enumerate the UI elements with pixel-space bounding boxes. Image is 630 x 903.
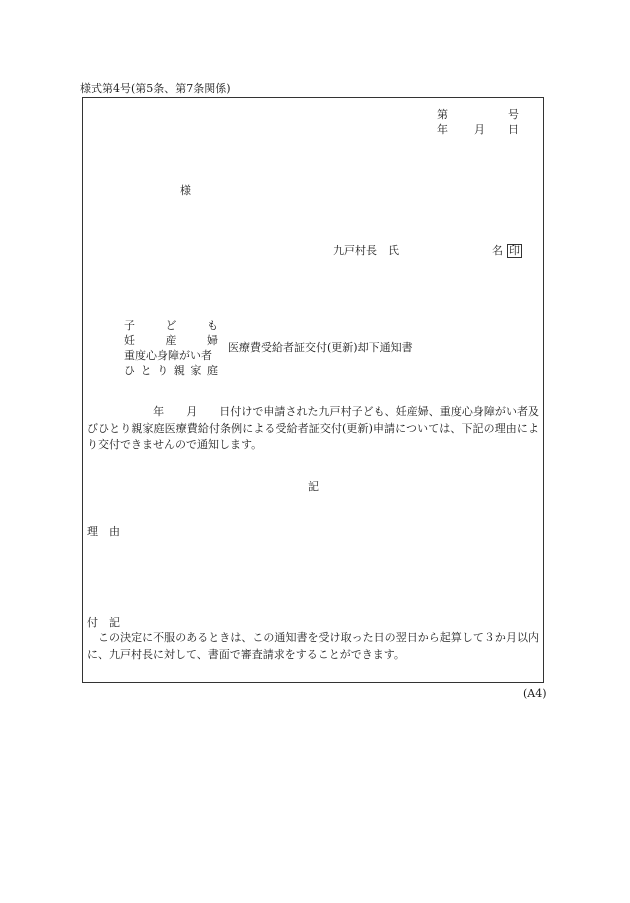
document-frame <box>82 97 544 683</box>
body-paragraph: 年 月 日付けで申請された九戸村子ども、妊産婦、重度心身障がい者及びひとり親家庭医療費給付条例による受給者証交付(更新)申請については、下記の理由により交付できませんので通知します。 <box>87 405 539 451</box>
category-char: り <box>157 364 169 377</box>
category-char: 庭 <box>206 364 218 377</box>
category-list <box>124 318 218 378</box>
paper-size: (A4) <box>523 687 547 700</box>
category-line <box>124 333 218 348</box>
category-char: ど <box>165 319 177 332</box>
category-char: 妊 <box>124 334 135 347</box>
note-label: 付 記 <box>87 616 120 629</box>
seal-mark: 印 <box>509 244 520 257</box>
category-line <box>124 348 218 363</box>
doc-title: 医療費受給者証交付(更新)却下通知書 <box>228 341 413 354</box>
category-line <box>124 363 218 378</box>
note-text: この決定に不服のあるときは、この通知書を受け取った日の翌日から起算して３か月以内に、九戸村長に対して、書面で審査請求をすることができます。 <box>87 631 539 661</box>
category-char: も <box>207 319 218 332</box>
issuer-title: 九戸村長 氏 <box>333 244 399 257</box>
category-char: と <box>140 364 152 377</box>
form-label: 様式第4号(第5条、第7条関係) <box>80 82 231 95</box>
doc-number-dai: 第 <box>437 108 448 121</box>
category-char: 家 <box>190 364 202 377</box>
reason-label: 理 由 <box>87 525 120 538</box>
category-line <box>124 318 218 333</box>
date-year: 年 <box>437 123 448 136</box>
category-char: 産 <box>165 334 177 347</box>
issuer-name-field <box>492 244 522 258</box>
date-month: 月 <box>474 123 485 136</box>
doc-number-go: 号 <box>508 108 519 121</box>
category-char: ひ <box>124 364 135 377</box>
addressee-suffix: 様 <box>180 184 191 197</box>
category-char: 婦 <box>207 334 218 347</box>
category-char: 子 <box>124 319 135 332</box>
issuer-name-label: 名 <box>492 244 503 257</box>
category-char: 重度心身障がい者 <box>124 349 212 362</box>
ki-heading: 記 <box>308 480 319 493</box>
category-char: 親 <box>173 364 185 377</box>
date-day: 日 <box>508 123 519 136</box>
